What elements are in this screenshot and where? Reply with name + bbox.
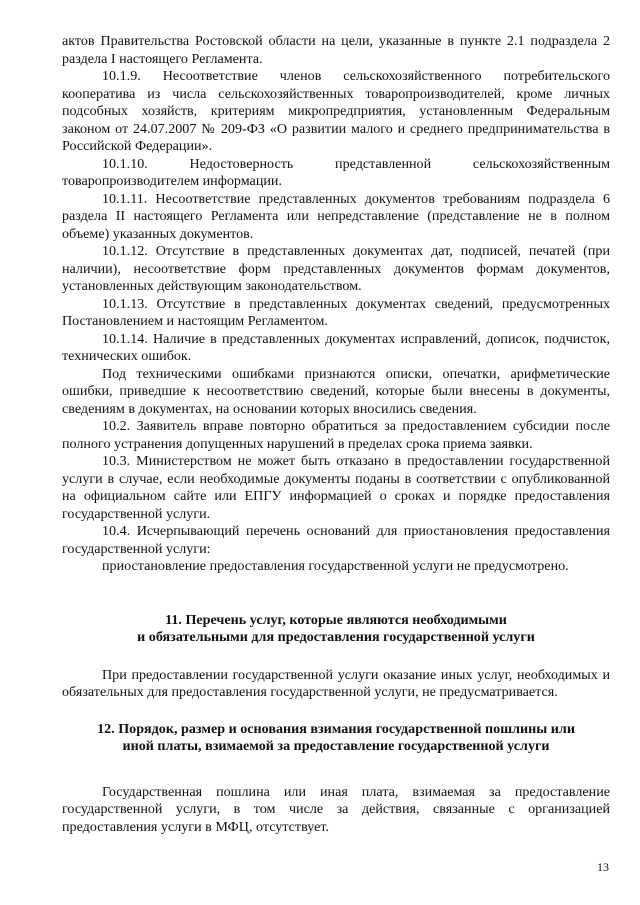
section-12-heading	[62, 721, 610, 756]
section-11-heading-line2: и обязательными для предоставления государственной услуги	[137, 629, 535, 645]
paragraph-10-1-12: 10.1.12. Отсутствие в представленных документах дат, подписей, печатей (при наличии), несоответствие форм представленных документов формам документов, установленных действующим законодательством.	[62, 243, 610, 294]
document-body	[62, 33, 610, 836]
section-11-heading	[62, 612, 610, 647]
paragraph-10-1-13: 10.1.13. Отсутствие в представленных документах сведений, предусмотренных Постановлением и настоящим Регламентом.	[62, 295, 610, 329]
paragraph-technical-errors: Под техническими ошибками признаются описки, опечатки, арифметические ошибки, приведшие к несоответствию сведений, которые были внесены в документы, сведениям в документах, на основании которых вносились сведения.	[62, 365, 610, 417]
paragraph-10-2: 10.2. Заявитель вправе повторно обратиться за предоставлением субсидии после полного устранения допущенных нарушений в пределах срока приема заявки.	[62, 418, 610, 452]
section-11-text: При предоставлении государственной услуги оказание иных услуг, необходимых и обязательных для предоставления государственной услуги, не предусматривается.	[62, 666, 610, 700]
section-12-heading-line2: иной платы, взимаемой за предоставление государственной услуги	[122, 738, 550, 754]
paragraph-10-1-9: 10.1.9. Несоответствие членов сельскохозяйственного потребительского кооператива из числа сельскохозяйственных товаропроизводителей, кроме личных подсобных хозяйств, критериям микропредприятия, установленным Федеральным законом от 24.07.2007 № 209-ФЗ «О развитии малого и среднего предпринимательства в Российской Федерации».	[62, 68, 610, 154]
paragraph-10-1-11: 10.1.11. Несоответствие представленных документов требованиям подраздела 6 раздела II настоящего Регламента или непредставление (представление не в полном объеме) указанных документов.	[62, 190, 610, 242]
paragraph-continuation: актов Правительства Ростовской области на цели, указанные в пункте 2.1 подраздела 2 раздела I настоящего Регламента.	[62, 33, 610, 67]
paragraph-suspension: приостановление предоставления государственной услуги не предусмотрено.	[102, 558, 569, 574]
section-11-heading-line1: 11. Перечень услуг, которые являются необходимыми	[165, 611, 507, 628]
paragraph-10-3: 10.3. Министерством не может быть отказано в предоставлении государственной услуги в случае, если необходимые документы поданы в соответствии с опубликованной на официальном сайте или ЕПГУ информацией о сроках и порядке предоставления государственной услуги.	[62, 453, 610, 522]
paragraph-10-1-14: 10.1.14. Наличие в представленных документах исправлений, дописок, подчисток, технических ошибок.	[62, 330, 610, 364]
section-12-heading-line1: 12. Порядок, размер и основания взимания государственной пошлины или	[97, 720, 575, 737]
paragraph-10-1-10: 10.1.10. Недостоверность представленной сельскохозяйственным товаропроизводителем информации.	[62, 155, 610, 189]
page-number: 13	[597, 860, 609, 874]
section-12-text: Государственная пошлина или иная плата, взимаемая за предоставление государственной услуги, в том числе за действия, связанные с организацией предоставления услуги в МФЦ, отсутствует.	[62, 783, 610, 835]
paragraph-10-4: 10.4. Исчерпывающий перечень оснований для приостановления предоставления государственной услуги:	[62, 523, 610, 557]
